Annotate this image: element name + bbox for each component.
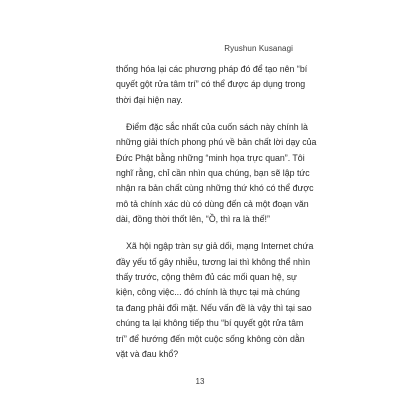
text-line: Xã hội ngập tràn sự giả dối, mạng Internet chứa (126, 241, 314, 252)
text-line: vặt và đau khổ? (116, 348, 179, 359)
text-line: nhận ra bản chất cùng những thứ khó có thể được (116, 183, 314, 194)
text-line: nghĩ rằng, chỉ cần nhìn qua chúng, bạn sẽ lập tức (116, 168, 310, 179)
paragraph (116, 62, 308, 108)
body-text (116, 62, 317, 362)
text-line: mô tả chính xác dù có dùng đến cả một đoạn văn (116, 198, 309, 209)
text-line: chúng ta lại không tiếp thu “bí quyết gột rửa tâm (116, 318, 304, 329)
text-line: quyết gột rửa tâm trí” có thể được áp dụng trong (116, 79, 306, 90)
text-line: dài, đồng thời thốt lên, “Ồ, thì ra là thế!” (116, 214, 270, 225)
text-line: Đức Phật bằng những “minh họa trực quan”. Tôi (116, 152, 305, 163)
text-line: kiện, công việc... đó chính là thực tại mà chúng (116, 287, 300, 298)
text-line: Điểm đặc sắc nhất của cuốn sách này chính là (126, 122, 308, 133)
text-line: ta đang phải đối mặt. Nếu vấn đề là vậy thì tại sao (116, 302, 312, 313)
running-head-author: Ryushun Kusanagi (224, 44, 293, 53)
paragraph (116, 120, 317, 227)
text-line: đầy yếu tố gây nhiễu, tương lai thì không thể nhìn (116, 256, 311, 267)
text-line: những giải thích phong phú về bản chất lời dạy của (116, 137, 317, 148)
text-line: thấy trước, cộng thêm đủ các mối quan hệ, sự (116, 272, 297, 283)
page-number: 13 (195, 377, 205, 386)
text-line: thống hóa lại các phương pháp đó để tạo nên “bí (116, 64, 308, 74)
text-line: thời đại hiện nay. (116, 94, 183, 105)
paragraph (116, 239, 314, 362)
text-line: trí” để hướng đến một cuộc sống không còn dằn (116, 333, 305, 344)
